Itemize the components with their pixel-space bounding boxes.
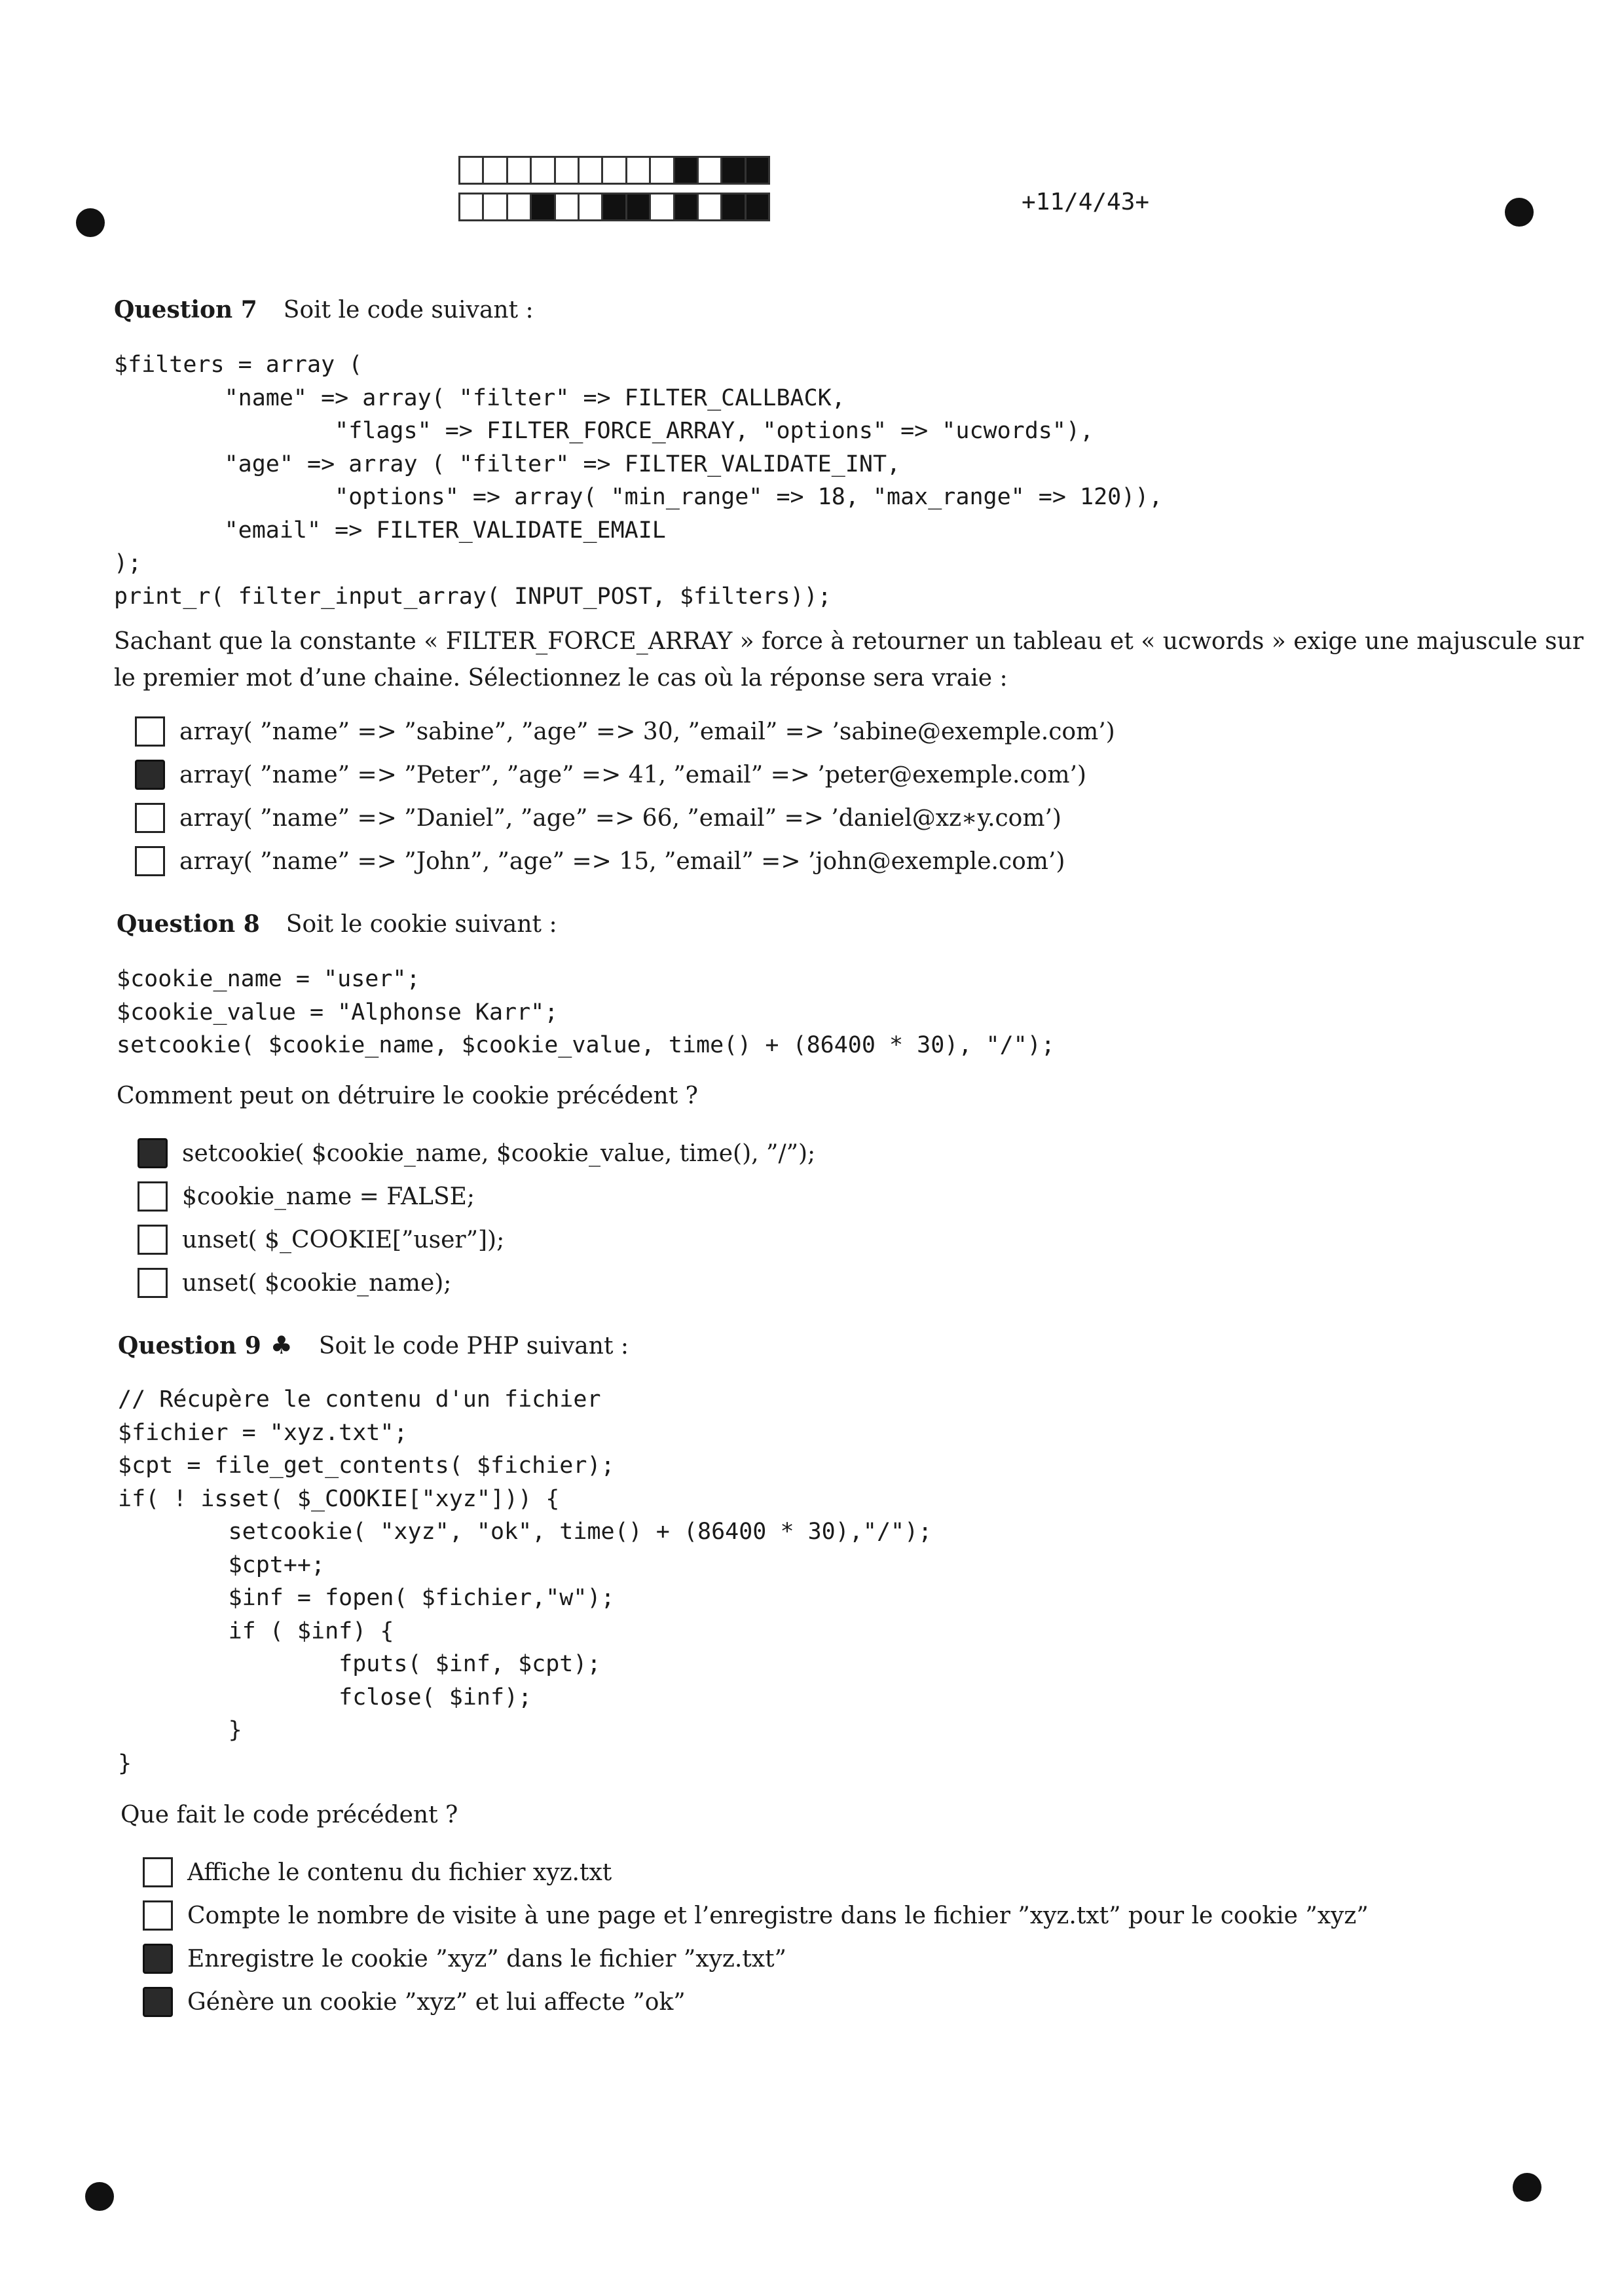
question-8-header (117, 910, 557, 938)
barcode-cell (484, 194, 507, 219)
barcode-cell (556, 194, 580, 219)
barcode-cell (508, 194, 532, 219)
answer-option[interactable] (135, 796, 1115, 840)
answer-checkbox[interactable] (143, 1900, 173, 1931)
question-9-label: Question 9 (118, 1332, 261, 1360)
answer-checkbox[interactable] (143, 1944, 173, 1974)
question-7-answers (135, 710, 1115, 883)
barcode-cell (460, 194, 484, 219)
answer-option[interactable] (135, 753, 1115, 796)
answer-text: Compte le nombre de visite à une page et l’enregistre dans le fichier ”xyz.txt” pour le cookie ”xyz” (187, 1902, 1369, 1929)
registration-mark-top-left (76, 208, 105, 237)
barcode-cell (651, 194, 674, 219)
question-7-text: Sachant que la constante « FILTER_FORCE_ARRAY » force à retourner un tableau et « ucwords » exige une majuscule sur le premier mot d’une chaine. Sélectionnez le cas où la réponse sera vraie : (114, 628, 1584, 692)
answer-option[interactable] (138, 1132, 815, 1175)
answer-checkbox[interactable] (138, 1138, 168, 1168)
question-9-answers (143, 1851, 1369, 2024)
question-8-answers (138, 1132, 815, 1305)
answer-option[interactable] (138, 1261, 815, 1305)
barcode-cell (460, 158, 484, 183)
page-barcode (458, 156, 770, 221)
registration-mark-bottom-left (85, 2182, 114, 2211)
question-8-text: Comment peut on détruire le cookie précédent ? (117, 1083, 698, 1109)
question-7-label: Question 7 (114, 296, 257, 324)
barcode-cell (532, 158, 555, 183)
answer-text: Enregistre le cookie ”xyz” dans le fichier ”xyz.txt” (187, 1945, 786, 1972)
answer-text: $cookie_name = FALSE; (182, 1183, 475, 1210)
answer-text: setcookie( $cookie_name, $cookie_value, time(), ”/”); (182, 1139, 816, 1167)
page-id: +11/4/43+ (1022, 189, 1150, 215)
club-icon: ♣ (270, 1331, 293, 1360)
answer-text: array( ”name” => ”Daniel”, ”age” => 66, ”email” => ’daniel@xz∗y.com’) (179, 804, 1061, 832)
barcode-cell (699, 158, 722, 183)
answer-text: unset( $cookie_name); (182, 1269, 452, 1297)
answer-option[interactable] (138, 1175, 815, 1218)
answer-text: Affiche le contenu du fichier xyz.txt (187, 1859, 612, 1886)
answer-option[interactable] (138, 1218, 815, 1261)
answer-text: Génère un cookie ”xyz” et lui affecte ”ok” (187, 1988, 686, 2016)
question-9-code: // Récupère le contenu d'un fichier $fichier = "xyz.txt"; $cpt = file_get_contents( $fichier); if( ! isset( $_COOKIE["xyz"])) { setcookie( "xyz", "ok", time() + (86400 * 30),"/"); $cpt++; $inf = fopen( $fichier,"w"); if ( $inf) { fputs( $inf, $cpt); fclose( $inf); } } (118, 1386, 932, 1777)
barcode-cell (532, 194, 555, 219)
question-7-header (114, 296, 534, 324)
question-8-label: Question 8 (117, 910, 260, 938)
answer-checkbox[interactable] (135, 760, 165, 790)
answer-checkbox[interactable] (138, 1181, 168, 1212)
question-7-code: $filters = array ( "name" => array( "filter" => FILTER_CALLBACK, "flags" => FILTER_FORCE_ARRAY, "options" => "ucwords"), "age" => array ( "filter" => FILTER_VALIDATE_INT, "options" => array( "min_range" => 18, "max_range" => 120)), "email" => FILTER_VALIDATE_EMAIL ); print_r( filter_input_array( INPUT_POST, $filters)); (114, 352, 1163, 610)
barcode-cell (603, 194, 627, 219)
barcode-cell (580, 194, 603, 219)
barcode-cell (580, 158, 603, 183)
barcode-cell (651, 158, 674, 183)
barcode-cell (508, 158, 532, 183)
answer-option[interactable] (143, 1980, 1369, 2024)
barcode-cell (722, 194, 746, 219)
question-7-intro: Soit le code suivant : (283, 297, 534, 324)
answer-option[interactable] (135, 840, 1115, 883)
answer-checkbox[interactable] (143, 1987, 173, 2017)
answer-text: array( ”name” => ”sabine”, ”age” => 30, ”email” => ’sabine@exemple.com’) (179, 718, 1115, 745)
barcode-cell (556, 158, 580, 183)
answer-checkbox[interactable] (135, 803, 165, 833)
barcode-cell (722, 158, 746, 183)
registration-mark-top-right (1505, 198, 1534, 227)
answer-option[interactable] (143, 1894, 1369, 1937)
question-8-code: $cookie_name = "user"; $cookie_value = "Alphonse Karr"; setcookie( $cookie_name, $cookie_value, time() + (86400 * 30), "/"); (117, 966, 1055, 1058)
answer-checkbox[interactable] (138, 1268, 168, 1298)
question-8-intro: Soit le cookie suivant : (286, 911, 557, 938)
barcode-cell (627, 194, 651, 219)
answer-checkbox[interactable] (135, 716, 165, 747)
answer-option[interactable] (143, 1937, 1369, 1980)
registration-mark-bottom-right (1513, 2173, 1541, 2202)
barcode-row-2 (458, 193, 770, 221)
answer-text: array( ”name” => ”John”, ”age” => 15, ”email” => ’john@exemple.com’) (179, 847, 1065, 875)
barcode-cell (484, 158, 507, 183)
answer-checkbox[interactable] (143, 1857, 173, 1887)
barcode-cell (627, 158, 651, 183)
question-9-text: Que fait le code précédent ? (120, 1802, 458, 1828)
barcode-cell (747, 158, 768, 183)
question-9-header (118, 1331, 629, 1360)
barcode-cell (675, 194, 699, 219)
barcode-cell (675, 158, 699, 183)
answer-option[interactable] (143, 1851, 1369, 1894)
answer-text: unset( $_COOKIE[”user”]); (182, 1226, 505, 1253)
question-9-intro: Soit le code PHP suivant : (318, 1333, 629, 1360)
barcode-cell (699, 194, 722, 219)
barcode-row-1 (458, 156, 770, 185)
answer-checkbox[interactable] (135, 846, 165, 876)
barcode-cell (603, 158, 627, 183)
answer-checkbox[interactable] (138, 1225, 168, 1255)
answer-text: array( ”name” => ”Peter”, ”age” => 41, ”email” => ’peter@exemple.com’) (179, 761, 1086, 788)
barcode-cell (747, 194, 768, 219)
answer-option[interactable] (135, 710, 1115, 753)
